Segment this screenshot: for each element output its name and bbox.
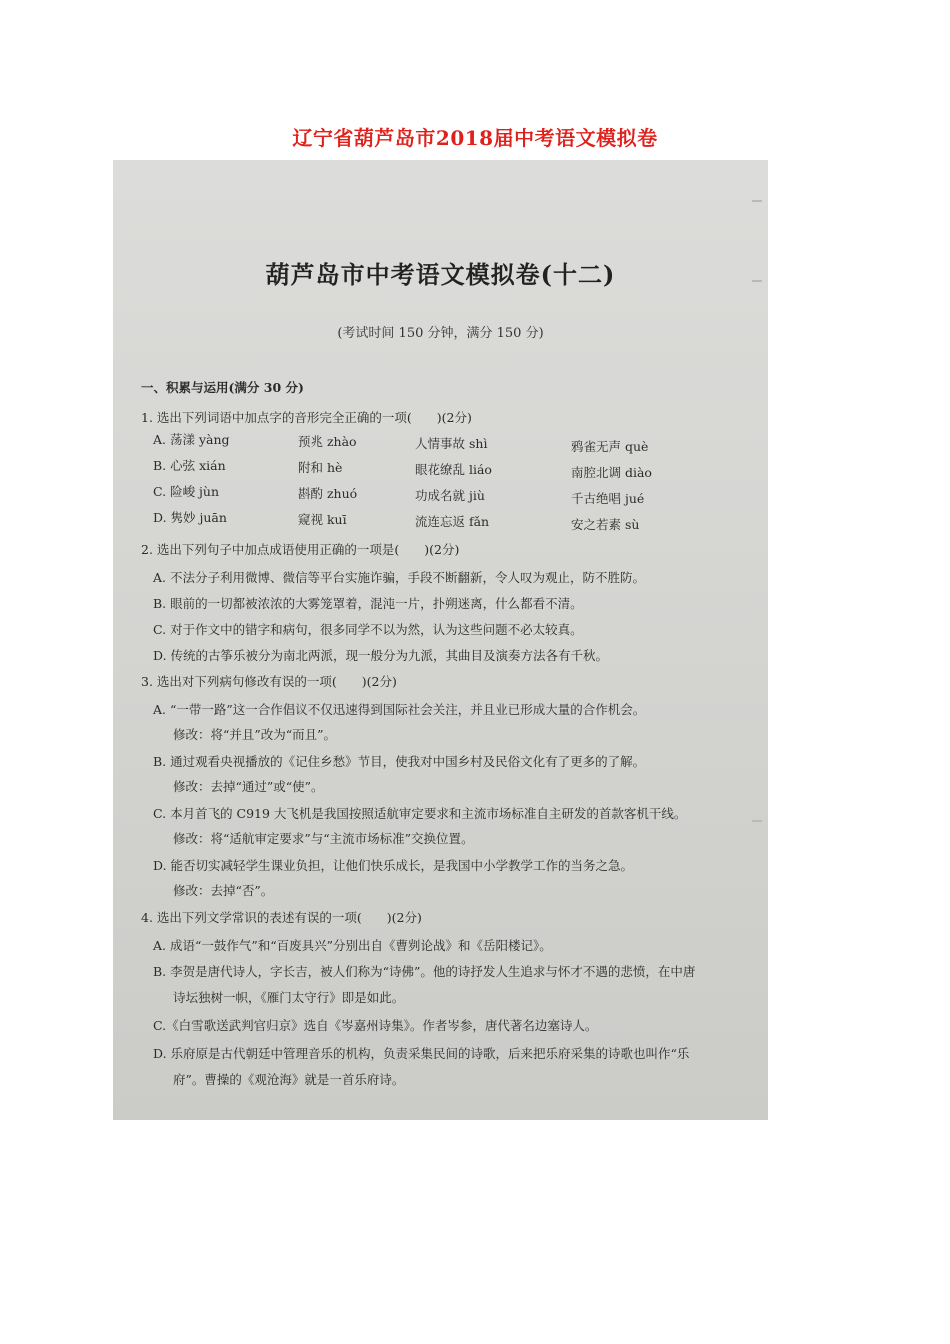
q4-option-b-cont: 诗坛独树一帜，《雁门太守行》即是如此。 — [173, 990, 405, 1005]
q1-option-c-col1: C. 险峻 jùn — [153, 484, 220, 499]
q1-option-d-col2: 窥视 kuī — [298, 512, 347, 527]
q4-option-c: C.《白雪歌送武判官归京》选自《岑嘉州诗集》。作者岑参，唐代著名边塞诗人。 — [153, 1018, 598, 1033]
q1-option-a-col3: 人情事故 shì — [415, 436, 488, 451]
q1-option-b-col2: 附和 hè — [298, 460, 343, 475]
q3-option-a-fix: 修改：将“并且”改为“而且”。 — [173, 727, 337, 742]
exam-paper-photo — [113, 160, 768, 1120]
q3-option-b: B. 通过观看央视播放的《记住乡愁》节目，使我对中国乡村及民俗文化有了更多的了解。 — [153, 754, 646, 769]
document-title: 辽宁省葫芦岛市2018届中考语文模拟卷 — [292, 126, 658, 150]
q1-option-c-col3: 功成名就 jiù — [415, 488, 485, 503]
q1-option-a-col4: 鸦雀无声 què — [571, 439, 649, 454]
q3-option-c: C. 本月首飞的 C919 大飞机是我国按照适航审定要求和主流市场标准自主研发的首款客机干线。 — [153, 806, 687, 821]
q1-stem: 1. 选出下列词语中加点字的音形完全正确的一项( )(2分) — [141, 410, 472, 425]
q1-option-b-col3: 眼花缭乱 liáo — [415, 462, 492, 477]
q1-option-d-col1: D. 隽妙 juān — [153, 510, 227, 525]
q3-option-d: D. 能否切实减轻学生课业负担，让他们快乐成长，是我国中小学教学工作的当务之急。 — [153, 858, 634, 873]
q3-stem: 3. 选出对下列病句修改有误的一项( )(2分) — [141, 674, 397, 689]
q4-stem: 4. 选出下列文学常识的表述有误的一项( )(2分) — [141, 910, 422, 925]
q3-option-d-fix: 修改：去掉“否”。 — [173, 883, 274, 898]
q4-option-d-cont: 府”。曹操的《观沧海》就是一首乐府诗。 — [173, 1072, 405, 1087]
q2-option-c: C. 对于作文中的错字和病句，很多同学不以为然，认为这些问题不必太较真。 — [153, 622, 583, 637]
q4-option-d: D. 乐府原是古代朝廷中管理音乐的机构，负责采集民间的诗歌，后来把乐府采集的诗歌也叫作“乐 — [153, 1046, 690, 1061]
q1-option-b-col1: B. 心弦 xián — [153, 458, 226, 473]
q2-option-a: A. 不法分子利用微博、微信等平台实施诈骗，手段不断翻新，令人叹为观止，防不胜防。 — [153, 570, 645, 585]
q3-option-c-fix: 修改：将“适航审定要求”与“主流市场标准”交换位置。 — [173, 831, 474, 846]
q1-option-d-col4: 安之若素 sù — [571, 517, 640, 532]
q1-option-a-col2: 预兆 zhào — [298, 434, 357, 449]
q4-option-a: A. 成语“一鼓作气”和“百废具兴”分别出自《曹刿论战》和《岳阳楼记》。 — [153, 938, 552, 953]
section-heading: 一、积累与运用(满分 30 分) — [141, 380, 304, 395]
photo-edge-mark — [752, 200, 762, 202]
q2-stem: 2. 选出下列句子中加点成语使用正确的一项是( )(2分) — [141, 542, 460, 557]
q1-option-a-col1: A. 荡漾 yàng — [153, 432, 230, 447]
photo-edge-mark — [752, 820, 762, 822]
q2-option-b: B. 眼前的一切都被浓浓的大雾笼罩着，混沌一片，扑朔迷离，什么都看不清。 — [153, 596, 583, 611]
q1-option-d-col3: 流连忘返 fǎn — [415, 514, 490, 529]
q1-option-c-col2: 斟酌 zhuó — [298, 486, 358, 501]
q4-option-b: B. 李贺是唐代诗人，字长吉，被人们称为“诗佛”。他的诗抒发人生追求与怀才不遇的悲愤，在中唐 — [153, 964, 696, 979]
exam-info: (考试时间 150 分钟，满分 150 分) — [337, 326, 544, 341]
q1-option-c-col4: 千古绝唱 jué — [571, 491, 645, 506]
photo-edge-mark — [752, 280, 762, 282]
q3-option-b-fix: 修改：去掉“通过”或“使”。 — [173, 779, 324, 794]
q2-option-d: D. 传统的古筝乐被分为南北两派，现一般分为九派，其曲目及演奏方法各有千秋。 — [153, 648, 609, 663]
q1-option-b-col4: 南腔北调 diào — [571, 465, 652, 480]
q3-option-a: A. “一带一路”这一合作倡议不仅迅速得到国际社会关注，并且业已形成大量的合作机会。 — [153, 702, 646, 717]
paper-title: 葫芦岛市中考语文模拟卷(十二) — [265, 260, 616, 289]
